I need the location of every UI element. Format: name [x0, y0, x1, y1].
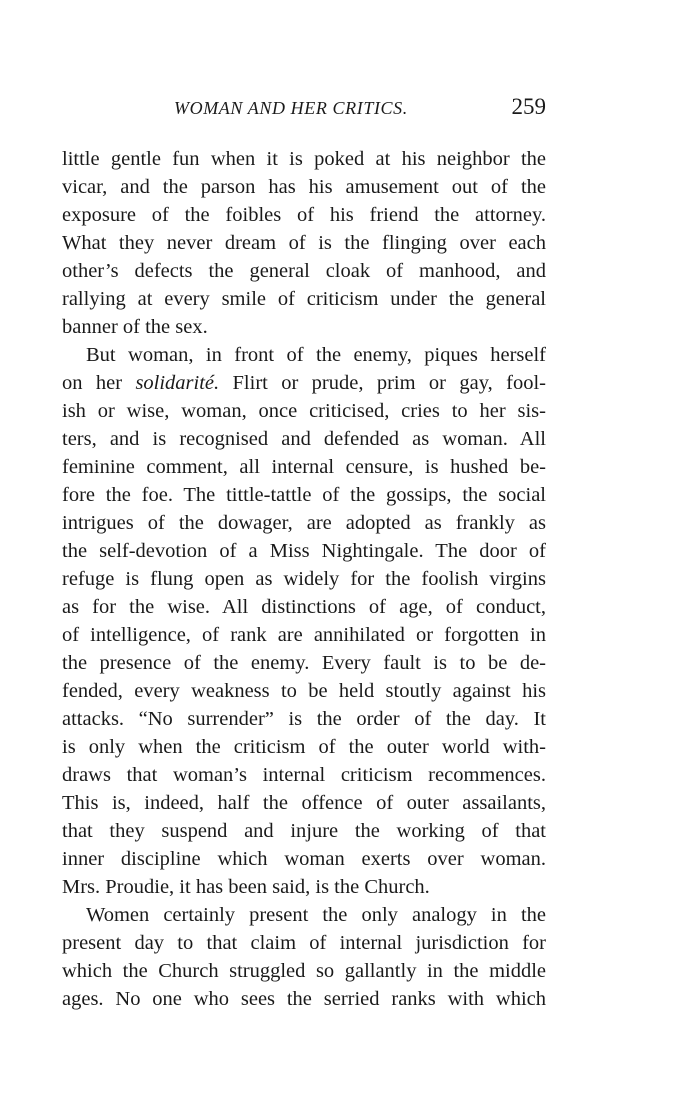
text-line: What they never dream of is the flinging over each [62, 232, 546, 254]
text-line: intrigues of the dowager, are adopted as frankly as [62, 512, 546, 534]
text-line: This is, indeed, half the offence of outer assailants, [62, 792, 546, 814]
text-line: the self-devotion of a Miss Nightingale. The door of [62, 540, 546, 562]
text-line: of intelligence, of rank are annihilated or forgotten in [62, 624, 546, 646]
text-line: fended, every weakness to be held stoutly against his [62, 680, 546, 702]
text-line: which the Church struggled so gallantly in the middle [62, 960, 546, 982]
text-line: draws that woman’s internal criticism recommences. [62, 764, 546, 786]
running-title: WOMAN AND HER CRITICS. [174, 98, 408, 118]
text-line: ish or wise, woman, once criticised, cries to her sis- [62, 400, 546, 422]
page-number: 259 [511, 94, 546, 119]
text-line: vicar, and the parson has his amusement out of the [62, 176, 546, 198]
text-line: present day to that claim of internal jurisdiction for [62, 932, 546, 954]
text-line: refuge is flung open as widely for the foolish virgins [62, 568, 546, 590]
text-line: But woman, in front of the enemy, piques herself [86, 344, 546, 366]
text-line: ters, and is recognised and defended as woman. All [62, 428, 546, 450]
text-line: ages. No one who sees the serried ranks with which [62, 988, 546, 1010]
text-line: that they suspend and injure the working of that [62, 820, 546, 842]
body-text [62, 145, 546, 1013]
running-head [62, 94, 546, 128]
text-line: banner of the sex. [62, 316, 208, 338]
text-line: little gentle fun when it is poked at his neighbor the [62, 148, 546, 170]
text-line: is only when the criticism of the outer world with- [62, 736, 546, 758]
text-line: exposure of the foibles of his friend the attorney. [62, 204, 546, 226]
italic-term: solidarité. [135, 372, 220, 394]
text-line: other’s defects the general cloak of manhood, and [62, 260, 546, 282]
text-run: Flirt or prude, prim or gay, fool- [219, 372, 546, 394]
text-line: Mrs. Proudie, it has been said, is the Church. [62, 876, 430, 898]
text-line: fore the foe. The tittle-tattle of the gossips, the social [62, 484, 546, 506]
text-line: attacks. “No surrender” is the order of the day. It [62, 708, 546, 730]
text-line-mixed [62, 369, 546, 397]
text-line: Women certainly present the only analogy in the [86, 904, 546, 926]
text-line: the presence of the enemy. Every fault is to be de- [62, 652, 546, 674]
text-line: feminine comment, all internal censure, is hushed be- [62, 456, 546, 478]
text-run: on her [62, 372, 136, 394]
text-line: inner discipline which woman exerts over woman. [62, 848, 546, 870]
text-line: as for the wise. All distinctions of age, of conduct, [62, 596, 546, 618]
text-line: rallying at every smile of criticism under the general [62, 288, 546, 310]
